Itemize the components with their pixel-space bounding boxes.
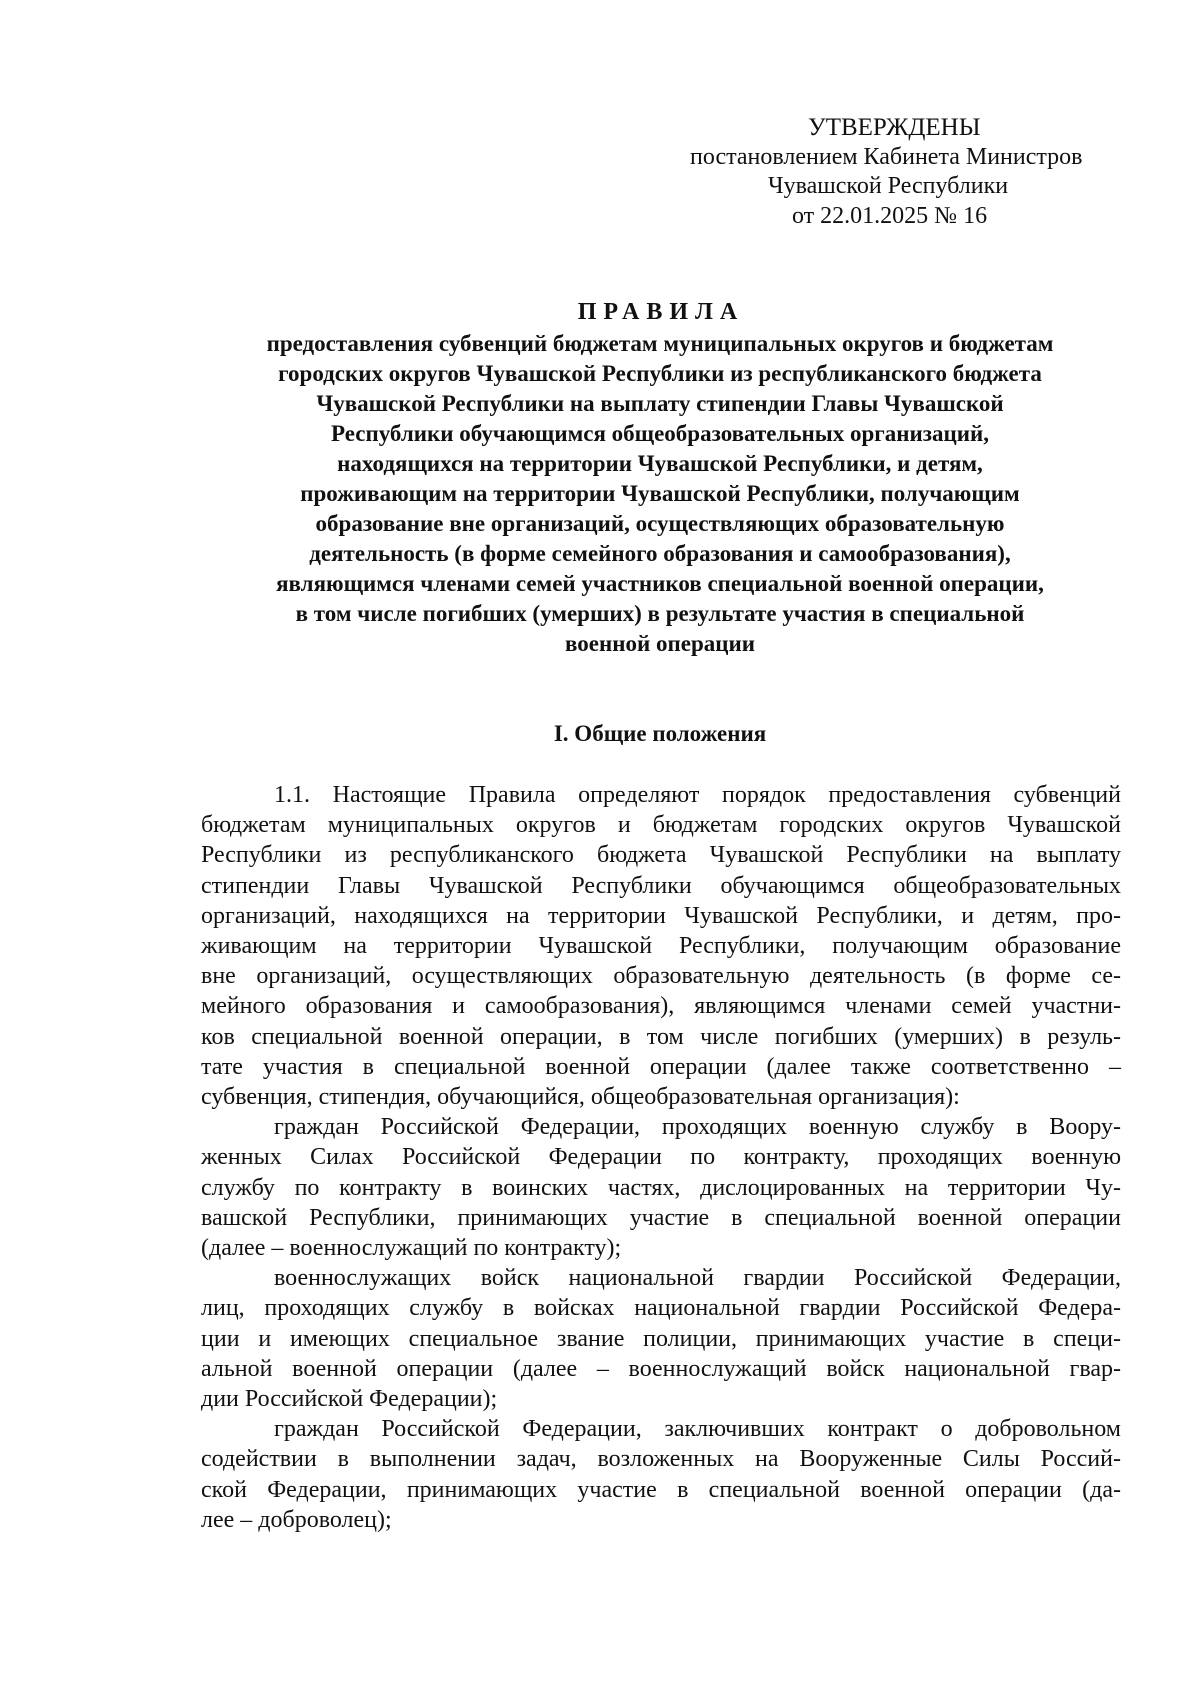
subtitle-line: военной операции: [565, 631, 755, 656]
paragraph-line: бюджетам муниципальных округов и бюджетам городских округов Чувашской: [201, 812, 1121, 839]
subtitle-line: предоставления субвенций бюджетам муниципальных округов и бюджетам: [266, 331, 1054, 356]
approval-line: постановлением Кабинета Министров: [690, 143, 1083, 170]
paragraph-line: ков специальной военной операции, в том числе погибших (умерших) в резуль-: [201, 1023, 1121, 1050]
paragraph-line: стипендии Главы Чувашской Республики обучающимся общеобразовательных: [201, 872, 1121, 899]
document-title: ПРАВИЛА: [577, 299, 745, 325]
paragraph: [201, 1263, 1121, 1414]
subtitle-line: Республики обучающимся общеобразовательных организаций,: [331, 421, 989, 446]
paragraph-line: ской Федерации, принимающих участие в специальной военной операции (да-: [201, 1476, 1121, 1503]
paragraph-line: вне организаций, осуществляющих образовательную деятельность (в форме се-: [201, 963, 1121, 990]
paragraph-line: содействии в выполнении задач, возложенных на Вооруженные Силы Россий-: [201, 1446, 1121, 1473]
approval-stamp: [680, 113, 1120, 231]
paragraph-line: 1.1. Настоящие Правила определяют порядок предоставления субвенций: [274, 782, 1121, 808]
subtitle-line: являющимся членами семей участников специальной военной операции,: [276, 571, 1044, 596]
document-body: [201, 780, 1121, 1535]
paragraph: [201, 1112, 1121, 1263]
subtitle-line: проживающим на территории Чувашской Республики, получающим: [300, 481, 1020, 506]
paragraph-line: лее – доброволец);: [201, 1506, 392, 1533]
paragraph-line: военнослужащих войск национальной гвардии Российской Федерации,: [274, 1265, 1121, 1292]
paragraph-line: ции и имеющих специальное звание полиции, принимающих участие в специ-: [201, 1325, 1121, 1352]
approval-line: Чувашской Республики: [768, 173, 1009, 199]
approval-line: УТВЕРЖДЕНЫ: [808, 114, 981, 141]
paragraph-line: дии Российской Федерации);: [201, 1386, 498, 1413]
paragraph-line: вашской Республики, принимающих участие в специальной военной операции: [201, 1204, 1121, 1231]
paragraph-line: службу по контракту в воинских частях, дислоцированных на территории Чу-: [201, 1174, 1121, 1201]
paragraph-line: субвенция, стипендия, обучающийся, общеобразовательная организация):: [201, 1084, 960, 1111]
subtitle-line: городских округов Чувашской Республики из республиканского бюджета: [278, 361, 1042, 386]
paragraph-line: мейного образования и самообразования), являющимся членами семей участни-: [201, 993, 1121, 1020]
paragraph-line: граждан Российской Федерации, заключивших контракт о добровольном: [274, 1416, 1121, 1443]
paragraph-line: женных Силах Российской Федерации по контракту, проходящих военную: [201, 1144, 1121, 1171]
paragraph-line: лиц, проходящих службу в войсках национальной гвардии Российской Федера-: [201, 1295, 1121, 1322]
paragraph-line: тате участия в специальной военной операции (далее также соответственно –: [201, 1053, 1121, 1080]
paragraph: [201, 1414, 1121, 1535]
paragraph-line: живающим на территории Чувашской Республики, получающим образование: [201, 933, 1121, 960]
paragraph: [201, 780, 1121, 1112]
section-heading: I. Общие положения: [553, 721, 767, 746]
subtitle-line: Чувашской Республики на выплату стипендии Главы Чувашской: [316, 391, 1004, 416]
paragraph-line: граждан Российской Федерации, проходящих военную службу в Воору-: [274, 1114, 1121, 1141]
paragraph-line: Республики из республиканского бюджета Чувашской Республики на выплату: [201, 842, 1121, 869]
subtitle-line: в том числе погибших (умерших) в результате участия в специальной: [295, 601, 1025, 626]
document-subtitle: [150, 329, 1170, 659]
paragraph-line: организаций, находящихся на территории Чувашской Республики, и детям, про-: [201, 902, 1121, 929]
subtitle-line: образование вне организаций, осуществляющих образовательную: [315, 511, 1005, 536]
subtitle-line: деятельность (в форме семейного образования и самообразования),: [309, 541, 1011, 566]
approval-line: от 22.01.2025 № 16: [792, 202, 988, 229]
paragraph-line: альной военной операции (далее – военнослужащий войск национальной гвар-: [201, 1355, 1121, 1382]
subtitle-line: находящихся на территории Чувашской Республики, и детям,: [337, 451, 983, 476]
paragraph-line: (далее – военнослужащий по контракту);: [201, 1235, 622, 1262]
document-title-wrap: [0, 297, 1200, 327]
